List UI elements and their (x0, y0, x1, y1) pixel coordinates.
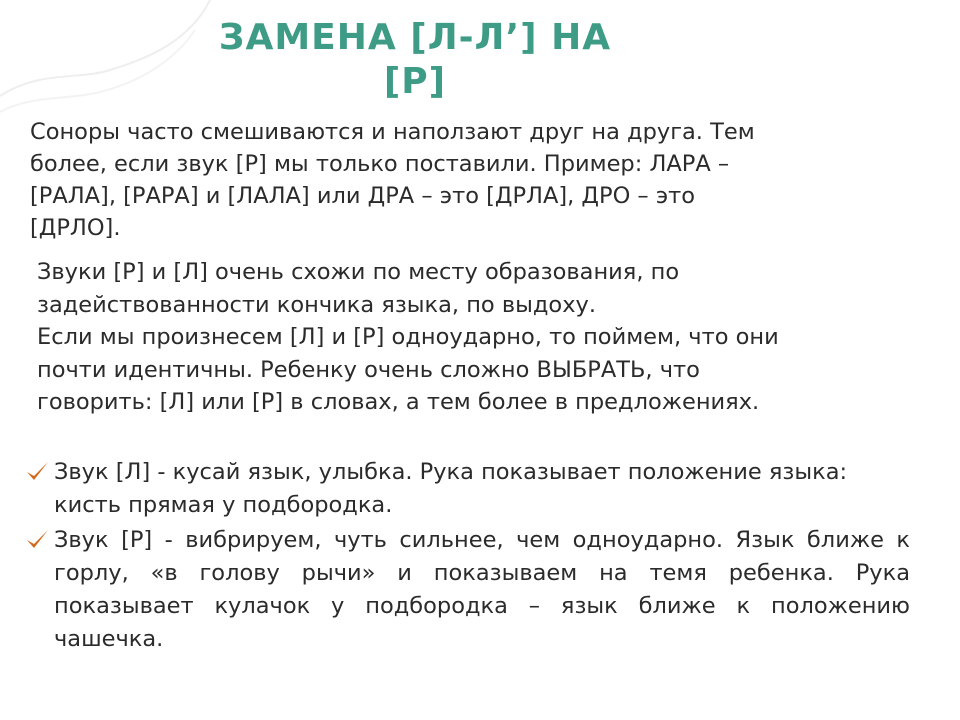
bullet-text: Звук [Л] - кусай язык, улыбка. Рука показывает положение языка: кисть прямая у подбородка. (54, 459, 848, 518)
intro-paragraph: Соноры часто смешиваются и наползают друг на друга. Тем более, если звук [Р] мы только поставили. Пример: ЛАРА – [РАЛА], [РАРА] и [ЛАЛА] или ДРА – это [ДРЛА], ДРО – это [ДРЛО]. (30, 119, 755, 241)
explanation-paragraph: Звуки [Р] и [Л] очень схожи по месту образования, по задействованности кончика языка, по выдоху. Если мы произнесем [Л] и [Р] одноударно, то поймем, что они почти идентичны. Ребенку очень сложно ВЫБРАТЬ, что говорить: [Л] или [Р] в словах, а тем более в предложениях. (37, 259, 779, 415)
bullet-text: Звук [Р] - вибрируем, чуть сильнее, чем одноударно. Язык ближе к горлу, «в голову рычи» и показываем на темя ребенка. Рука показывает кулачок у подбородка – язык ближе к положению чашечка. (54, 527, 910, 652)
checkmark-icon (24, 527, 50, 553)
checkmark-icon (24, 459, 50, 485)
list-item-sound-r (24, 524, 910, 656)
bullet-list (24, 456, 910, 656)
list-item-sound-l (24, 456, 910, 522)
slide-title: ЗАМЕНА [Л-Л’] НА [Р] (218, 17, 612, 102)
